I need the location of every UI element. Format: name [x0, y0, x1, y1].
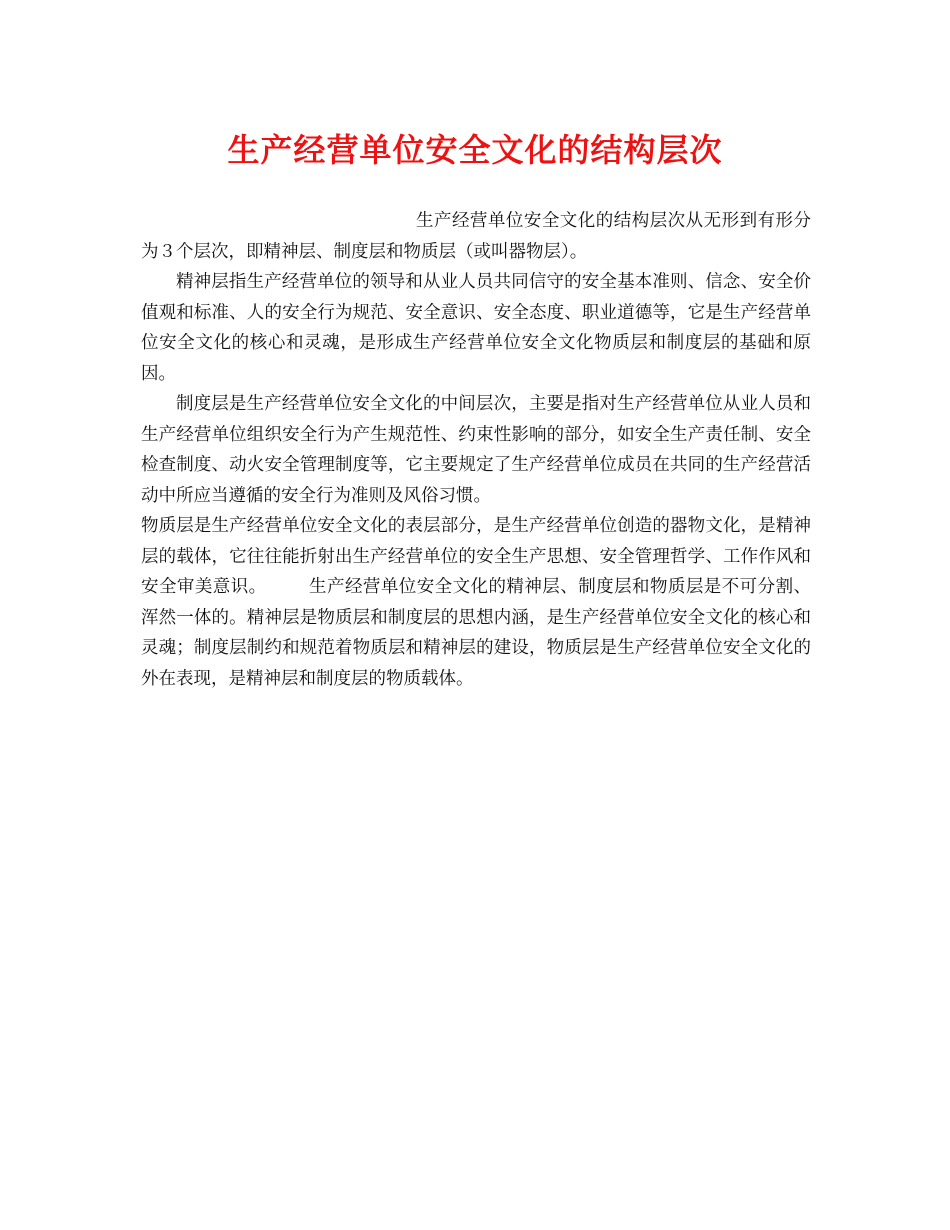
material-layer-text: 物质层是生产经营单位安全文化的表层部分，是生产经营单位创造的器物文化，是精神层的载体，它往往能折射出生产经营单位的安全生产思想、安全管理哲学、工作作风和安全审美意识。 — [141, 516, 811, 597]
material-layer-paragraph — [141, 511, 811, 694]
spiritual-layer-paragraph: 精神层指生产经营单位的领导和从业人员共同信守的安全基本准则、信念、安全价值观和标准、人的安全行为规范、安全意识、安全态度、职业道德等，它是生产经营单位安全文化的核心和灵魂，是形成生产经营单位安全文化物质层和制度层的基础和原因。 — [141, 272, 811, 384]
institutional-layer-paragraph: 制度层是生产经营单位安全文化的中间层次，主要是指对生产经营单位从业人员和生产经营单位组织安全行为产生规范性、约束性影响的部分，如安全生产责任制、安全检查制度、动火安全管理制度等，它主要规定了生产经营单位成员在共同的生产经营活动中所应当遵循的安全行为准则及风俗习惯。 — [141, 394, 811, 506]
conclusion-text: 生产经营单位安全文化的精神层、制度层和物质层是不可分割、浑然一体的。精神层是物质层和制度层的思想内涵，是生产经营单位安全文化的核心和灵魂；制度层制约和规范着物质层和精神层的建设，物质层是生产经营单位安全文化的外在表现，是精神层和制度层的物质载体。 — [141, 577, 812, 689]
document-title: 生产经营单位安全文化的结构层次 — [227, 131, 723, 169]
intro-paragraph: 生产经营单位安全文化的结构层次从无形到有形分为３个层次，即精神层、制度层和物质层（或叫器物层）。 — [141, 211, 811, 262]
document-body — [141, 206, 811, 694]
